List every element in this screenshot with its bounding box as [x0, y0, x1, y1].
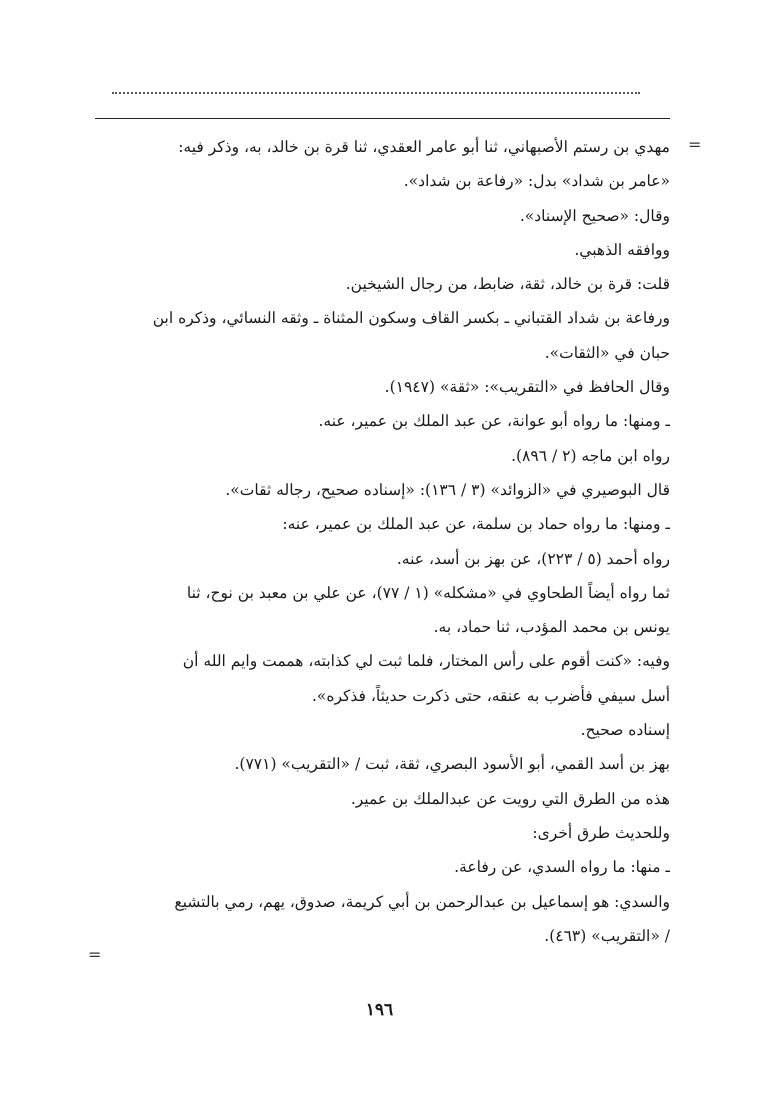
text-line: مهدي بن رستم الأصبهاني، ثنا أبو عامر العقدي، ثنا قرة بن خالد، به، وذكر فيه: [178, 138, 670, 156]
text-line: قال البوصيري في «الزوائد» (٣ / ١٣٦): «إسناده صحيح، رجاله ثقات». [225, 480, 670, 499]
margin-mark-top: = [688, 135, 702, 154]
text-line: وفيه: «كنت أقوم على رأس المختار، فلما ثبت لي كذابته، هممت وايم الله أن [182, 652, 670, 671]
text-line: والسدي: هو إسماعيل بن عبدالرحمن بن أبي كريمة، صدوق، يهم، رمي بالتشيع [174, 892, 670, 911]
header-rule [95, 118, 670, 119]
header-dotted-line [112, 92, 640, 94]
text-line: يونس بن محمد المؤدب، ثنا حماد، به. [433, 618, 670, 637]
text-line: ووافقه الذهبي. [574, 240, 670, 259]
text-line: هذه من الطرق التي رويت عن عبدالملك بن عمير. [350, 789, 670, 808]
text-line: حبان في «الثقات». [544, 343, 670, 362]
text-line: ـ ومنها: ما رواه حماد بن سلمة، عن عبد الملك بن عمير، عنه: [282, 515, 670, 534]
page-number: ١٩٦ [365, 1000, 394, 1020]
text-line: رواه ابن ماجه (٢ / ٨٩٦). [511, 446, 670, 465]
text-line: وقال: «صحيح الإسناد». [519, 206, 670, 225]
text-line: بهز بن أسد القمي، أبو الأسود البصري، ثقة، ثبت / «التقريب» (٧٧١). [234, 755, 670, 774]
text-line: رواه أحمد (٥ / ٢٢٣)، عن بهز بن أسد، عنه. [396, 549, 670, 568]
text-line: ـ ومنها: ما رواه أبو عوانة، عن عبد الملك بن عمير، عنه. [318, 412, 670, 431]
text-line: إسناده صحيح. [580, 721, 670, 740]
text-line: ثما رواه أيضاً الطحاوي في «مشكله» (١ / ٧٧)، عن علي بن معبد بن نوح، ثنا [186, 583, 670, 602]
text-line: قلت: قرة بن خالد، ثقة، ضابط، من رجال الشيخين. [345, 275, 670, 294]
text-line: ـ منها: ما رواه السدي، عن رفاعة. [454, 858, 670, 877]
text-line: ورفاعة بن شداد القتباني ـ بكسر القاف وسكون المثناة ـ وثقه النسائي، وذكره ابن [152, 309, 670, 328]
text-line: / «التقريب» (٤٦٣). [544, 926, 670, 945]
body-text [90, 130, 670, 953]
text-line: أسل سيفي فأضرب به عنقه، حتى ذكرت حديثاً، فذكره». [311, 686, 670, 705]
text-line: وقال الحافظ في «التقريب»: «ثقة» (١٩٤٧). [384, 378, 670, 397]
text-line: وللحديث طرق أخرى: [532, 823, 670, 842]
text-line: «عامر بن شداد» بدل: «رفاعة بن شداد». [403, 172, 670, 191]
margin-mark-bottom: = [88, 945, 102, 964]
